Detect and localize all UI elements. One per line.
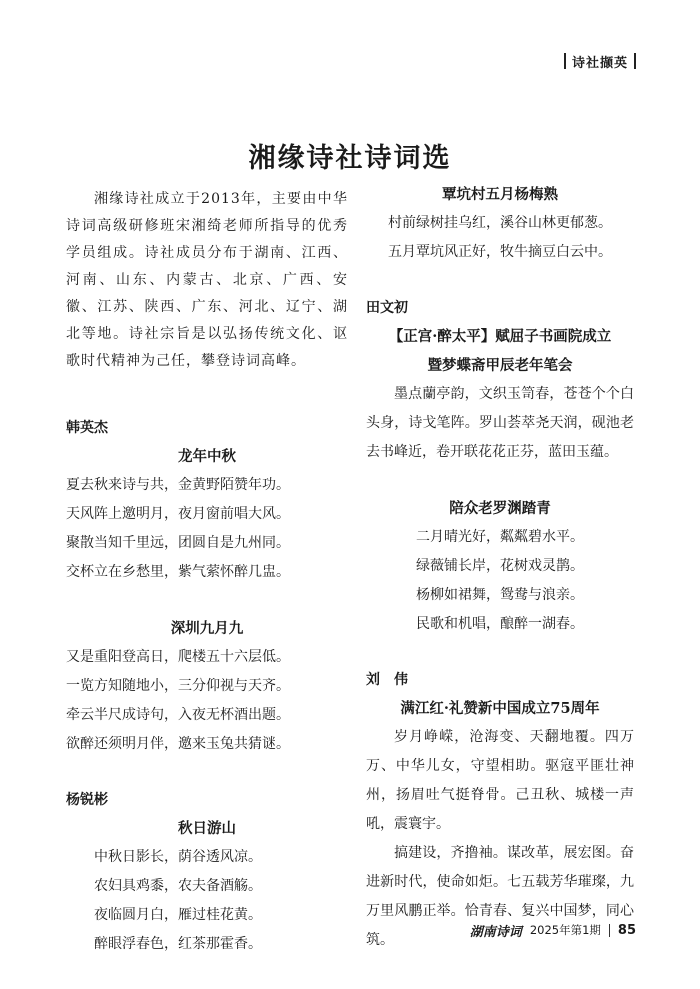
poem-line: 中秋日影长，荫谷透风凉。 (94, 849, 262, 865)
poem-line: 杨柳如裙舞，鸳鸯与浪亲。 (416, 587, 584, 603)
magazine-name: 湖南诗词 (469, 924, 522, 940)
poem-line: 夜临圆月白，雁过桂花黄。 (94, 907, 262, 923)
poem-line: 绿薇铺长岸，花树戏灵鹊。 (416, 558, 584, 574)
poem-line: 夏去秋来诗与共，金黄野陌赞年功。 (66, 477, 290, 493)
poem-line: 欲醉还须明月伴，邀来玉兔共猜谜。 (66, 736, 290, 752)
author-name: 刘 伟 (366, 672, 408, 688)
poem-title: 覃坑村五月杨梅熟 (442, 186, 558, 203)
poem-title: 龙年中秋 (178, 448, 236, 465)
poem-line: 五月覃坑风正好，牧牛摘豆白云中。 (388, 244, 612, 260)
issue-label: 2025年第1期 (529, 923, 601, 937)
right-column (366, 180, 634, 955)
page-number: 85 (617, 922, 636, 938)
poem-title: 陪众老罗渊踏青 (449, 500, 551, 517)
author-name: 杨锐彬 (66, 792, 108, 808)
author-name: 韩英杰 (66, 420, 108, 436)
ci-paragraph: 岁月峥嵘，沧海变、天翻地覆。四万万、中华儿女，守望相助。驱寇平匪壮神州，扬眉吐气挺脊骨。己丑秋、城楼一声吼，震寰宇。 (366, 729, 634, 832)
divider (634, 53, 636, 69)
poem-title: 秋日游山 (178, 820, 236, 837)
poem-line: 天风阵上邀明月，夜月窗前唱大风。 (66, 506, 290, 522)
page-footer (470, 921, 636, 939)
poem-line: 交杯立在乡愁里，紫气萦怀醉几盅。 (66, 564, 290, 580)
author-name: 田文初 (366, 300, 408, 316)
divider (609, 924, 610, 937)
poem-line: 二月晴光好，粼粼碧水平。 (416, 529, 584, 545)
left-column (66, 180, 348, 959)
intro-paragraph: 湘缘诗社成立于2013年，主要由中华诗词高级研修班宋湘绮老师所指导的优秀学员组成。诗社成员分布于湖南、江西、河南、山东、内蒙古、北京、广西、安徽、江苏、陕西、广东、河北、辽宁、湖北等地。诗社宗旨是以弘扬传统文化、讴歌时代精神为己任，攀登诗词高峰。 (66, 191, 348, 369)
ci-title: 满江红·礼赞新中国成立75周年 (400, 700, 600, 717)
poem-line: 村前绿树挂乌红，溪谷山林更郁葱。 (388, 215, 612, 231)
poem-line: 民歌和机唱，酿醉一湖春。 (416, 616, 584, 632)
section-label: 诗社撷英 (571, 55, 628, 71)
section-tag (564, 50, 636, 72)
divider (564, 53, 566, 69)
page-title: 湘缘诗社诗词选 (248, 143, 452, 174)
qu-text: 墨点蘭亭韵，文织玉笥春，苍苍个个白头身，诗戈笔阵。罗山荟萃尧天润，砚池老去书峰近，卷开联花花正芬，蓝田玉蕴。 (366, 386, 634, 460)
poem-line: 又是重阳登高日，爬楼五十六层低。 (66, 649, 290, 665)
poem-title: 深圳九月九 (170, 620, 244, 637)
poem-line: 牵云半尺成诗句，入夜无杯酒出题。 (66, 707, 290, 723)
poem-line: 聚散当知千里远，团圆自是九州同。 (66, 535, 290, 551)
ci-paragraph: 搞建设，齐撸袖。谋改革，展宏图。奋进新时代，使命如炬。七五载芳华璀璨，九万里风鹏正举。恰青春、复兴中国梦，同心筑。 (366, 845, 634, 948)
qu-subtitle: 暨梦蝶斋甲辰老年笔会 (427, 357, 573, 374)
poem-line: 醉眼浮春色，红茶那霍香。 (94, 936, 262, 952)
qu-title: 【正宫·醉太平】赋屈子书画院成立 (388, 328, 612, 345)
poem-line: 农妇具鸡黍，农夫备酒觞。 (94, 878, 262, 894)
poem-line: 一览方知随地小，三分仰视与天齐。 (66, 678, 290, 694)
